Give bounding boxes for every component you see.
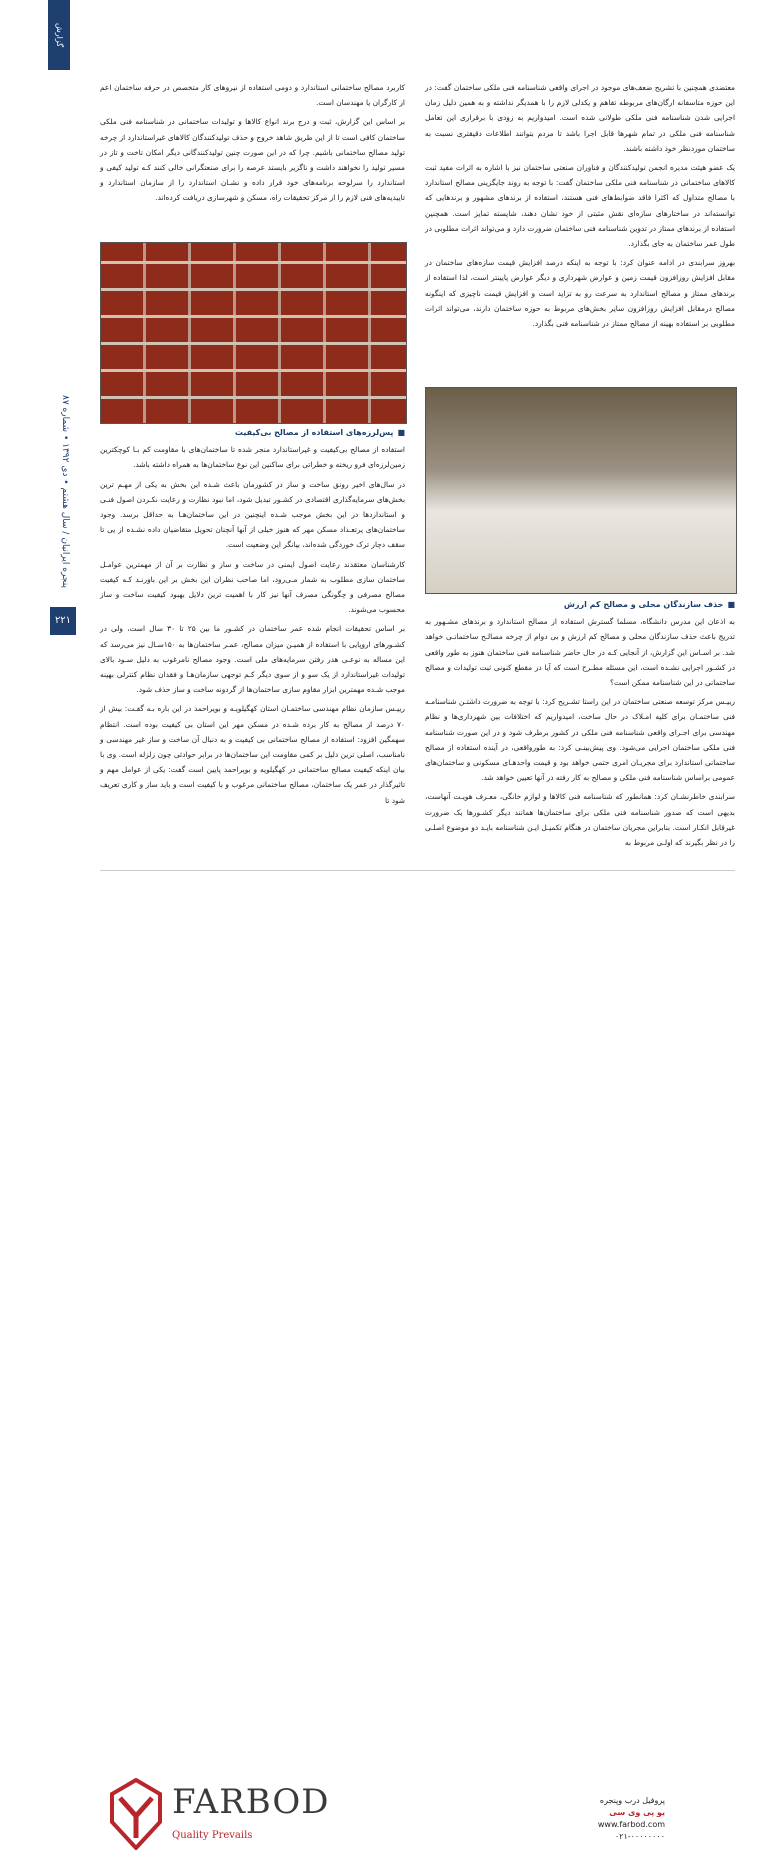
ad-contact-block [598, 1795, 665, 1843]
section-heading: ■ پس‌لرزه‌های استفاده از مصالح بی‌کیفیت [100, 425, 405, 440]
brand-tagline: Quality Prevails [172, 1830, 253, 1841]
article-column-right-top [425, 80, 735, 335]
paragraph: در سال‌های اخیر رونق ساخت و ساز در کشورمان باعث شـده این بخش به یکی از مهـم ترین بخش‌های سرمایه‌گذاری اقتصادی در کشـور تبدیل شود، اما نبود نظارت و رعایت نکـردن اصول فنـی و استانداردها در این بخش موجب شـده اینچنین در این ساختمان‌هـا به حداقل برسد. وجود ساختمان‌های پرتعـداد مسکن مهر که هنوز خیلی از آنها آنچنان تحویل متقاضیان داده نشـده از یی تا سقف دچار ترک خوردگی شده‌اند، بیانگر این وضعیت است. [100, 479, 405, 550]
paragraph: استفاده از مصالح بی‌کیفیت و غیراستاندارد منجر شده تا ساختمان‌های با مقاومت کم بـا کوچکترین زمین‌لرزه‌ای فرو ریخته و خطراتی برای ساکنین این نوع ساختمان‌ها به همراه داشته باشد. [100, 445, 405, 470]
ad-phone: ۰۲۱-۰۰۰۰۰۰۰۰ [614, 1832, 665, 1841]
paragraph: یک عضو هیئت مدیره انجمن تولیدکنندگان و فناوران صنعتی ساختمان نیز با اشاره به اثرات مفید ثبت کالاهای ساختمانی در شناسنامه فنی ملکی ساختمان گفت: با توجه به روند جایگزینی مصالح استاندارد با مصالح متداول که اکثرا فاقد ضوابط‌های فنی هستند، استفاده از برندهای مشهور و برندهایی که توانسته‌اند در ساختارهای سازه‌ای نقش مثبتی از خود نشان دهند، شایسته تمایز است. همچنین استفاده از برندهای ممتاز در تدوین شناسنامه فنی ساختمان ضرورت دارد و می‌تواند اثرات مطلوبی در طول عمر ساختمان به جای بگذارد. [425, 163, 735, 249]
ad-product-type: یو پی وی سی [609, 1808, 665, 1817]
magazine-issue-label: پنجره ایرانیان / سال هشتم • دی ۱۳۹۲ • شماره ۸۷ [60, 395, 70, 588]
paragraph: بهروز سرابندی در ادامه عنوان کرد: با توجه به اینکه درصد افزایش قیمت سازه‌های ساختمان در مقابل افزایش روزافزون قیمت زمین و عوارض شهرداری و دیگر عوارض پایینتر است، لذا استفاده از برندهای ممتاز و مصالح استاندارد به سرعت رو به تزاید است و افزایش قیمت ناچیزی که اینگونه مصالح درمقابل افزایش روزافزون سایر بخش‌های مربوط به حوزه ساختمان دارند، می‌تواند اثرات مطلوبی بر استفاده بهینه از مصالح ممتاز در شناسنامه فنی بگذارد. [425, 258, 735, 329]
brand-name: FARBOD [172, 1782, 330, 1822]
section-tab: گزارش [48, 0, 70, 70]
footer-divider [100, 870, 735, 871]
cement-sacks-photo [425, 387, 737, 594]
paragraph: کاربرد مصالح ساختمانی استاندارد و دومی استفاده از نیروهای کار متخصص در حرفه ساختمان اعم از کارگران یا مهندسان است. [100, 83, 405, 108]
paragraph: بر اساس این گزارش، ثبت و درج برند انواع کالاها و تولیدات ساختمانی در شناسنامه فنی ملکی ساختمان کافی است تا از این طریق شاهد خروج و حذف تولیدکنندگان کالاهای غیراستاندارد از چرخه تولید مصالح ساختمانی باشیم. چرا که در این صورت چنین تولیدکنندگانی دیگر امکان تاخت و تاز در مسیر تولید را نخواهند داشت و ناگزیر بایستد عرصه را برای صنعتگرانی خالی کنند کـه تولید کیفی و استاندارد را سرلوحه برنامه‌های خود قرار داده و نشـان استاندارد را از سازمان استاندارد و تاییدیه‌های فنی لازم را از مرکز تحقیقات راه، مسکن و شهرسازی دریافت کرده‌اند. [100, 117, 405, 203]
paragraph: رییـس سازمان نظام مهندسی ساختمـان استان کهگیلویـه و بویراحمد در این باره بـه گفـت: بیش از ۷۰ درصد از مصالح به کار برده شـده در مسکن مهر این استان بی کیفیت بوده است. انتظام سهمگین افزود: استفاده از مصالح ساختمانی بی کیفیت و به دنبال آن ساخت و ساز غیر مهندسی و نامناسب، اصلی ترین دلیل بر کمی مقاومت این ساختمان‌ها در برابر حوادثی چون زلزله است. وی با بیان اینکه کیفیت مصالح ساختمانی در کهگیلویه و بویراحمد پایین است گفت: یکی از عوامل مهم و تاثیرگذار در عمر یک ساختمان، مصالح ساختمانی مرغوب و با کیفیت است و باید ساز و کاری تعریف شود تا [100, 704, 405, 805]
paragraph: به اذعان این مدرس دانشگاه، مسلما گسترش استفاده از مصالح استاندارد و برندهای مشـهور به تدریج باعث حذف سازندگان محلی و مصالح کم ارزش و بی دوام از چرخه مصالـح ساختمانـی خواهد شد. بر اسـاس این گزارش، از آنجایی کـه در حال حاضر شناسنامه فنی ساختمان هنوز به طور واقعی در کشـور اجرایی نشـده است، این مسئله مطـرح است که آیا در مقطع کنونی ثبت تولیدات و مصالح ساختمانی در این شناسنامه ممکن است؟ [425, 617, 735, 688]
brick-wall-photo [100, 242, 407, 424]
paragraph: معتضدی همچنین با تشریح ضعف‌های موجود در اجرای واقعی شناسنامه فنی ملکی ساختمان گفت: در این حوزه متاسفانه ارگان‌های مربوطه تفاهم و یکدلی لازم را با همدیگر نداشته و به همین دلیل زمان اجرایی شدن شناسنامه فنی ملکی طولانی شده است. امیدواریم به زودی با برقراری این تعامل شناسنامه فنی ملکی در تمام شهرها قابل اجرا باشد تا مردم بتوانند اطلاعات دقیقتری نسبت به ساختمان موردنظر خود داشته باشند. [425, 83, 735, 153]
paragraph: کارشناسان معتقدند رعایت اصول ایمنی در ساخت و ساز و نظارت بر آن از مهمترین عوامـل ساختمان سازی مطلوب به شمار مـی‌رود، اما صاحب نظران این بخش بر این باورنـد کـه کیفیت مصالح مصرفی و چگونگی مصرف آنها نیز کار با اهمیت ترین دلایل بهبود کیفیت ساخت و ساز محسوب می‌شوند. [100, 559, 405, 615]
paragraph: رییـس مرکز توسعه صنعتی ساختمان در این راستا تشـریح کرد: با توجه به ضرورت داشتـن شناسنامـه فنی ساختمـان برای کلیه امـلاک در حال ساخت، امیدواریم که اختلافات بین شهرداری‌ها و نظام مهندسی برای اجـرای واقعی شناسنامه فنی ملکی در کشور برطرف شود و در این صورت شناسنامه فنی ملکی ساختمان اجرایی می‌شود. وی پیش‌بینـی کرد: به طورواقعی، در آینده استفاده از مصالح ساختمانی استاندارد برای مجریـان امری حتمی خواهد بود و قیمت واحدهـای مسکونی و ساختمان‌های عمومی براساس شناسنامه فنی ملکی و مصالح به کار رفته در آنها تعیین خواهد شد. [425, 697, 735, 783]
ad-website: www.farbod.com [597, 1820, 665, 1829]
article-column-left-bottom [100, 425, 405, 812]
article-column-left-top [100, 80, 405, 210]
paragraph: سرابندی خاطرنشـان کرد: همانطور که شناسنامه فنی کالاها و لوازم خانگی، معـرف هویـت آنهاست، بدیهی است که صدور شناسنامه فنی ملکی برای ساختمان‌ها همانند دیگر کشـورها یک ضرورت غیرقابل انکـار است. بنابراین مجریان ساختمان در هنگام تکمیـل ایـن شناسنامه بایـد دو موضوع اصلـی را در نظر بگیرند که اولـی مربوط به [425, 792, 735, 848]
section-heading: ■ حذف سازندگان محلی و مصالح کم ارزش [425, 597, 735, 612]
article-column-right-bottom [425, 597, 735, 854]
farbod-logo-icon [110, 1778, 162, 1850]
ad-product-line: پروفیل درب وپنجره [599, 1796, 665, 1805]
paragraph: بر اساس تحقیقات انجام شده عمر ساختمان در کشـور ما بین ۲۵ تا ۳۰ سال است، ولی در کشـورهای اروپایی با استفاده از همیـن میزان مصالح، عمـر ساختمان‌ها به ۱۵۰سـال نیز می‌رسد که این مساله به نوعـی هدر رفتن سرمایه‌های ملی است. وجود مصالح نامرغوب به دلیل سـود بالای تولیدات غیراستاندارد از یک سو و از سوی دیگر کـم توجهی سازمان‌هـا و فقدان نظام کنترلی بهینه موجب شـده مهمترین ابزار مقاوم سازی ساختمان‌ها از گردونه ساخت و ساز حذف شود. [100, 624, 406, 695]
page-number: ۲۲۱ [50, 607, 76, 635]
advertisement-footer [0, 880, 765, 1841]
